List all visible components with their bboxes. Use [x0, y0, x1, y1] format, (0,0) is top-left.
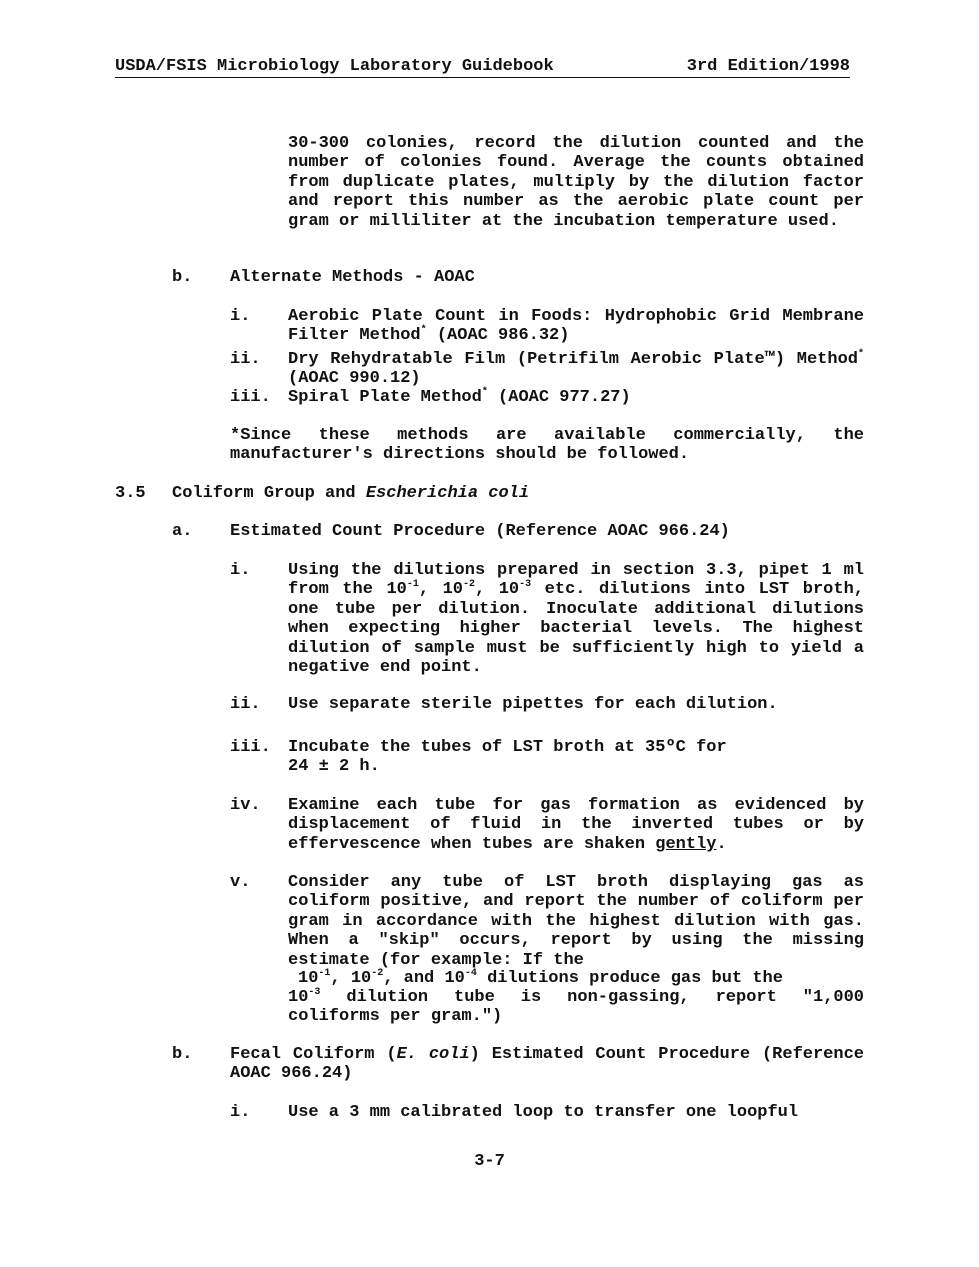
- list-item: Using the dilutions prepared in section 3.3, pipet 1 ml from the $10^{-1}$, $10^{-2}$, $10^{-3}$ etc. dilutions into LST broth, one tube per dilution. Inoculate additional dilutions when expecting higher bacterial levels. The highest dilution of sample must be sufficiently high to yield a negative end point.: [288, 561, 864, 678]
- section-b-title: Alternate Methods - AOAC: [230, 268, 475, 287]
- list-item: Aerobic Plate Count in Foods: Hydrophobic Grid Membrane Filter Method* (AOAC 986.32): [288, 307, 864, 346]
- section-b-label: b.: [172, 268, 193, 287]
- list-item-number: v.: [230, 873, 251, 892]
- list-item-line: 24 ± 2 h.: [288, 757, 380, 776]
- footnote: *Since these methods are available commercially, the manufacturer's directions should be followed.: [230, 426, 864, 465]
- subsection-a-label: a.: [172, 522, 193, 541]
- section-title: Coliform Group and Escherichia coli: [172, 484, 530, 503]
- list-item: Consider any tube of LST broth displaying gas as coliform positive, and report the number of coliform per gram in accordance with the highest dilution with gas. When a "skip" occurs, report by using the missing estimate (for example: If the: [288, 873, 864, 970]
- section-number: 3.5: [115, 484, 146, 503]
- list-item-number: i.: [230, 1103, 251, 1122]
- list-item-number: iv.: [230, 796, 261, 815]
- list-item-number: iii.: [230, 388, 271, 407]
- subsection-a-title: Estimated Count Procedure (Reference AOAC 966.24): [230, 522, 730, 541]
- list-item-number: ii.: [230, 350, 261, 369]
- list-item-number: iii.: [230, 738, 271, 757]
- subsection-b-label: b.: [172, 1045, 193, 1064]
- list-item: Use a 3 mm calibrated loop to transfer one loopful: [288, 1103, 799, 1122]
- page-number: 3-7: [474, 1152, 505, 1171]
- header-edition: 3rd Edition/1998: [686, 57, 850, 76]
- subsection-b-title: Fecal Coliform (E. coli) Estimated Count Procedure (Reference AOAC 966.24): [230, 1045, 864, 1084]
- running-header: [115, 56, 850, 78]
- list-item: Use separate sterile pipettes for each dilution.: [288, 695, 778, 714]
- continued-paragraph: 30-300 colonies, record the dilution counted and the number of colonies found. Average the counts obtained from duplicate plates, multiply by the dilution factor and report this number as the aerobic plate count per gram or milliliter at the incubation temperature used.: [288, 134, 864, 231]
- list-item-number: ii.: [230, 695, 261, 714]
- list-item-line: Incubate the tubes of LST broth at 35ºC for: [288, 738, 727, 757]
- list-item: Examine each tube for gas formation as evidenced by displacement of fluid in the inverted tubes or by effervescence when tubes are shaken gently.: [288, 796, 864, 854]
- list-item-number: i.: [230, 307, 251, 326]
- list-item-line: $10^{-3}$ dilution tube is non-gassing, report "1,000 coliforms per gram."): [288, 987, 864, 1027]
- list-item: Dry Rehydratable Film (Petrifilm Aerobic Plate™) Method* (AOAC 990.12): [288, 349, 864, 389]
- list-item-number: i.: [230, 561, 251, 580]
- header-title: USDA/FSIS Microbiology Laboratory Guidebook: [115, 57, 554, 76]
- list-item-line: $10^{-1}$, $10^{-2}$, and $10^{-4}$ dilutions produce gas but the: [298, 968, 783, 988]
- list-item: Spiral Plate Method* (AOAC 977.27): [288, 387, 631, 407]
